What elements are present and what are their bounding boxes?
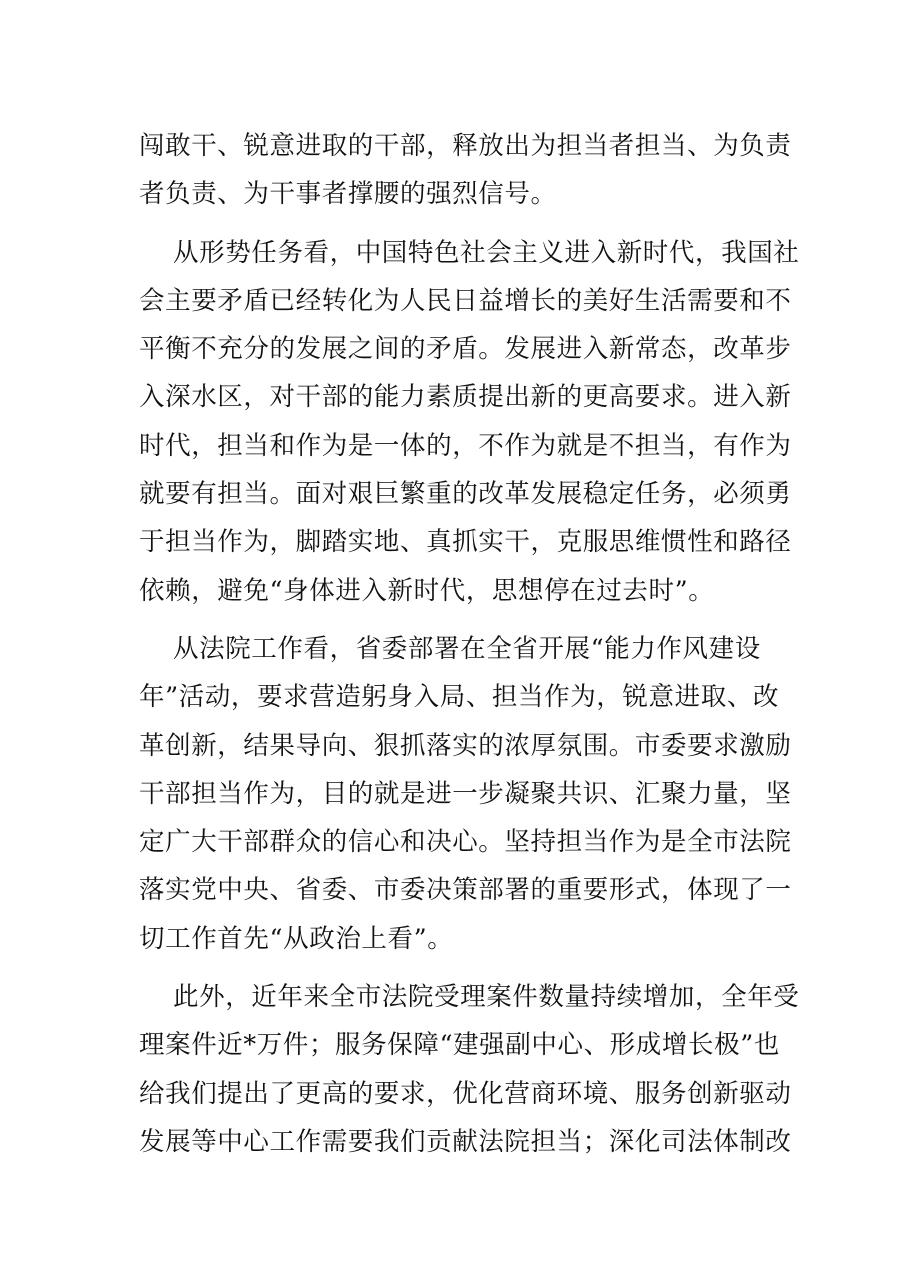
text-line: 理案件近*万件；服务保障“建强副中心、形成增长极”也 <box>139 1030 780 1061</box>
text-line: 依赖，避免“身体进入新时代，思想停在过去时”。 <box>139 575 715 606</box>
text-line: 革创新，结果导向、狠抓落实的浓厚氛围。市委要求激励 <box>139 730 792 761</box>
text-line: 闯敢干、锐意进取的干部，释放出为担当者担当、为负责 <box>139 131 792 161</box>
text-line: 时代，担当和作为是一体的，不作为就是不担当，有作为 <box>139 430 792 461</box>
paragraph-4 <box>139 973 800 1166</box>
paragraph-3 <box>139 625 792 963</box>
text-line: 于担当作为，脚踏实地、真抓实干，克服思维惯性和路径 <box>139 527 792 558</box>
text-line: 定广大干部群众的信心和决心。坚持担当作为是全市法院 <box>139 827 792 858</box>
text-line: 发展等中心工作需要我们贡献法院担当；深化司法体制改 <box>139 1126 792 1157</box>
document-body <box>139 122 800 1166</box>
text-line: 从法院工作看，省委部署在全省开展“能力作风建设 <box>173 633 761 664</box>
text-line: 入深水区，对干部的能力素质提出新的更高要求。进入新 <box>139 382 792 413</box>
text-line: 干部担当作为，目的就是进一步凝聚共识、汇聚力量，坚 <box>139 778 792 809</box>
text-line: 此外，近年来全市法院受理案件数量持续增加，全年受 <box>173 982 800 1013</box>
text-line: 平衡不充分的发展之间的矛盾。发展进入新常态，改革步 <box>139 334 792 365</box>
text-line: 落实党中央、省委、市委决策部署的重要形式，体现了一 <box>139 875 792 906</box>
text-line: 切工作首先“从政治上看”。 <box>139 923 454 954</box>
text-line: 给我们提出了更高的要求，优化营商环境、服务创新驱动 <box>139 1078 792 1109</box>
text-line: 会主要矛盾已经转化为人民日益增长的美好生活需要和不 <box>139 285 792 316</box>
text-line: 者负责、为干事者撑腰的强烈信号。 <box>139 179 557 210</box>
paragraph-2 <box>139 229 800 615</box>
text-line: 就要有担当。面对艰巨繁重的改革发展稳定任务，必须勇 <box>139 479 792 510</box>
text-line: 从形势任务看，中国特色社会主义进入新时代，我国社 <box>173 237 800 268</box>
text-line: 年”活动，要求营造躬身入局、担当作为，锐意进取、改 <box>139 682 780 713</box>
paragraph-1 <box>139 122 792 219</box>
